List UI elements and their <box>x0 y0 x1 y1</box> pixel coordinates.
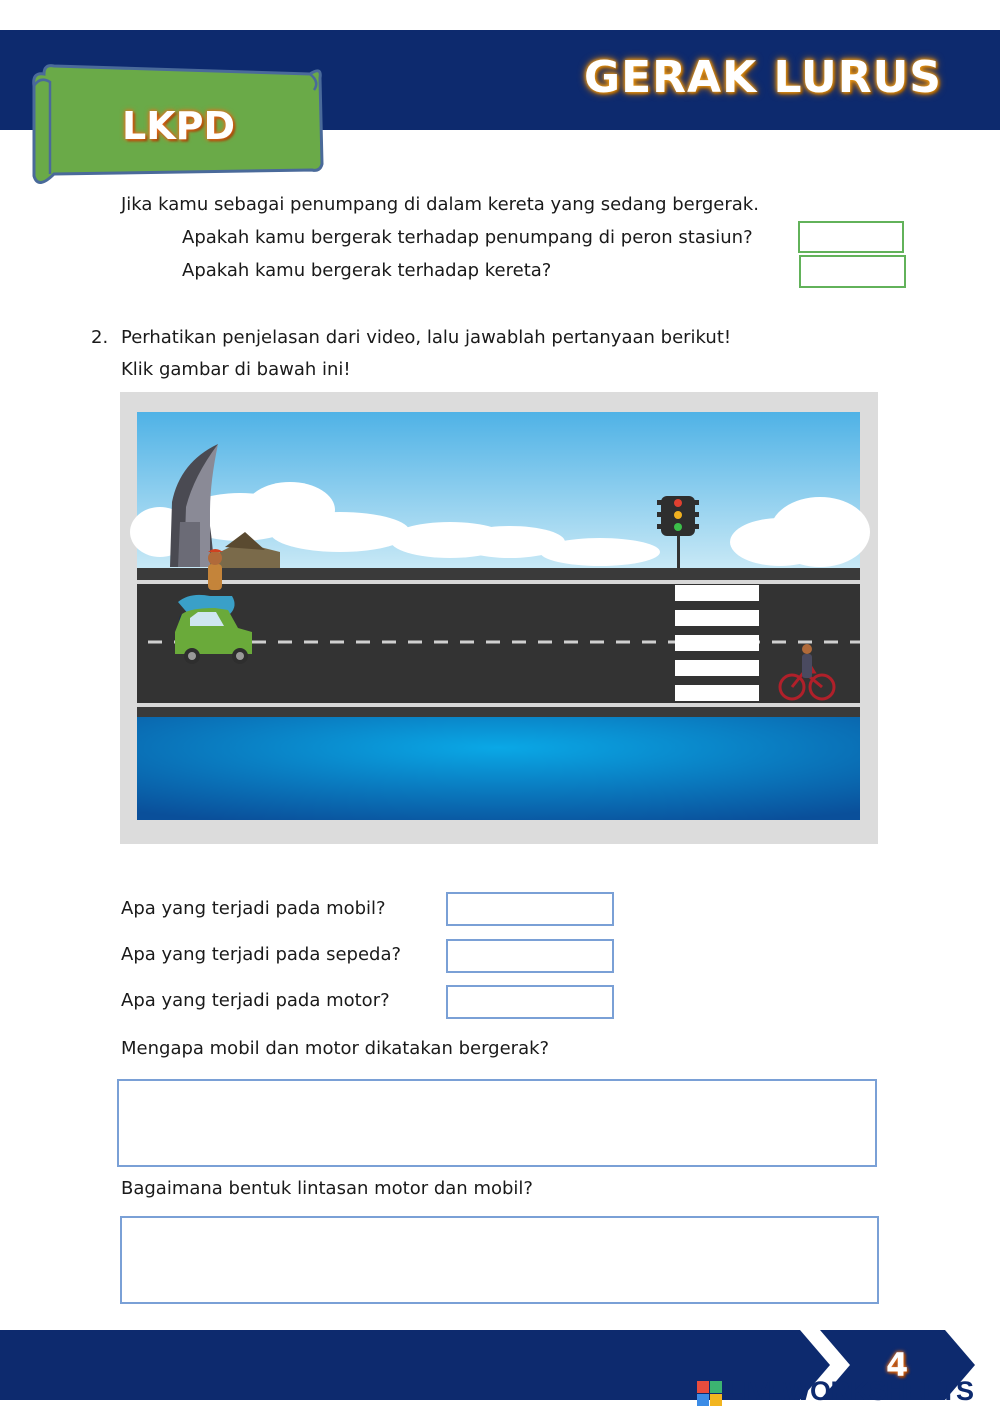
road-top-edge <box>137 568 860 582</box>
click-hint: Klik gambar di bawah ini! <box>121 359 351 380</box>
brand-watermark: LIVEWORKSHEETS <box>727 1376 974 1406</box>
lkpd-badge: LKPD <box>122 104 236 148</box>
question-label: Apakah kamu bergerak terhadap penumpang di peron stasiun? <box>182 227 753 248</box>
video-thumbnail[interactable] <box>120 392 878 844</box>
answer-area-why-moving[interactable] <box>117 1079 877 1167</box>
question-label: Bagaimana bentuk lintasan motor dan mobil? <box>121 1178 533 1199</box>
liveworksheets-logo-icon <box>697 1381 723 1407</box>
water <box>137 717 860 820</box>
page-title: GERAK LURUS <box>583 52 942 103</box>
answer-field-bicycle[interactable] <box>446 939 614 973</box>
answer-field-car[interactable] <box>446 892 614 926</box>
question-label: Apa yang terjadi pada motor? <box>121 990 390 1011</box>
question-label: Apakah kamu bergerak terhadap kereta? <box>182 260 552 281</box>
section2-instruction: Perhatikan penjelasan dari video, lalu jawablah pertanyaan berikut! <box>121 327 732 348</box>
answer-field-train[interactable] <box>799 255 906 288</box>
question-label: Apa yang terjadi pada mobil? <box>121 898 386 919</box>
section1-intro: Jika kamu sebagai penumpang di dalam kereta yang sedang bergerak. <box>121 194 759 215</box>
question-label: Apa yang terjadi pada sepeda? <box>121 944 402 965</box>
question-number: 2. <box>91 327 109 348</box>
page-number: 4 <box>886 1346 909 1384</box>
question-label: Mengapa mobil dan motor dikatakan bergerak? <box>121 1038 550 1059</box>
answer-field-motorcycle[interactable] <box>446 985 614 1019</box>
answer-area-trajectory[interactable] <box>120 1216 879 1304</box>
answer-field-station[interactable] <box>798 221 904 253</box>
